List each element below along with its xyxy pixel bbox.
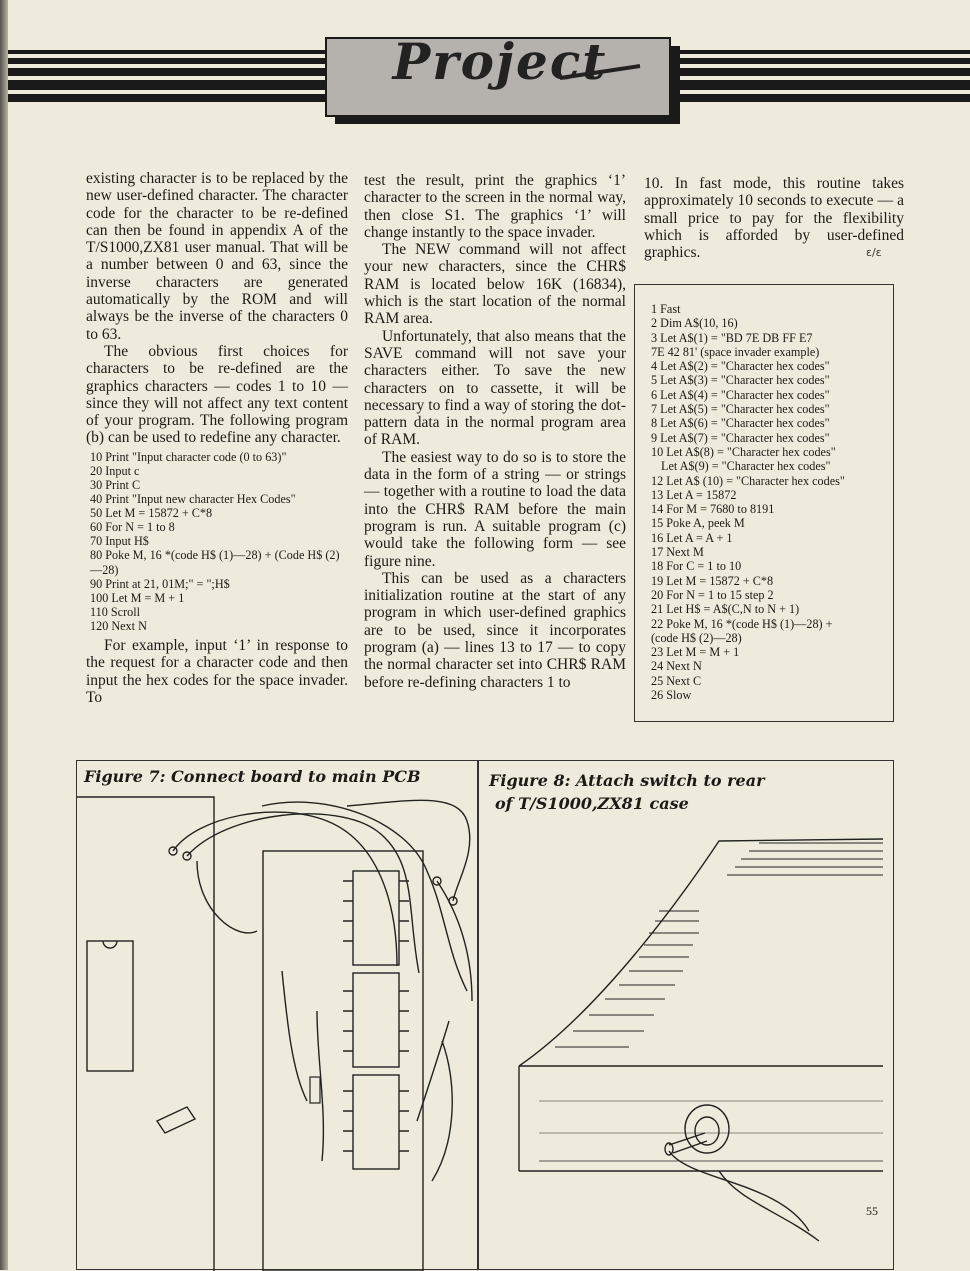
program-c-listing-box: [634, 284, 894, 722]
code-line: 70 Input H$: [90, 534, 149, 549]
figure-8-caption-line-1: Figure 8: Attach switch to rear: [489, 771, 765, 790]
code-line: 90 Print at 21, 01M;" = ";H$: [90, 576, 230, 591]
figure-8: [478, 760, 894, 1270]
code-line: 1 Fast: [651, 302, 681, 316]
page-spine-shadow: [0, 0, 8, 1270]
code-line: 6 Let A$(4) = "Character hex codes": [651, 387, 830, 402]
code-line: 80 Poke M, 16 *(code H$ (1)—28) + (Code H$ (2)—28): [90, 548, 340, 577]
code-line: 3 Let A$(1) = "BD 7E DB FF E7: [651, 330, 813, 345]
figure-7-caption: Figure 7: Connect board to main PCB: [84, 767, 421, 786]
paragraph: Unfortunately, that also means that the SAVE command will not save your characters either. To save the new characters on to cassette, it will be necessary to find a way of storing the dot-pattern data in the normal program area of RAM.: [364, 327, 626, 449]
figure-7: [76, 760, 478, 1270]
code-line: 8 Let A$(6) = "Character hex codes": [651, 416, 830, 431]
code-line: 17 Next M: [651, 545, 704, 560]
program-b-listing: [86, 450, 348, 633]
article-column-1: [86, 170, 348, 706]
code-line: 24 Next N: [651, 659, 702, 674]
code-line: 7 Let A$(5) = "Character hex codes": [651, 402, 830, 417]
paragraph: existing character is to be replaced by the new user-defined character. The character code for the character to be re-defined can then be found in appendix A of the T/S1000,ZX81 user manual. That will be a number between 0 and 63, since the inverse characters are generated automatically by the ROM and will always be the inverse of the characters 0 to 63.: [86, 170, 348, 343]
code-line: Let A$(9) = "Character hex codes": [661, 459, 831, 474]
code-line: 21 Let H$ = A$(C,N to N + 1): [651, 602, 800, 617]
code-line: 19 Let M = 15872 + C*8: [651, 573, 774, 588]
code-line: 20 Input c: [90, 463, 140, 478]
code-line: 50 Let M = 15872 + C*8: [90, 506, 213, 521]
code-line: 4 Let A$(2) = "Character hex codes": [651, 359, 830, 374]
code-line: 10 Print "Input character code (0 to 63)": [90, 449, 287, 464]
figure-7-illustration: [77, 761, 479, 1271]
figure-8-caption-line-2: of T/S1000,ZX81 case: [495, 794, 689, 813]
figure-8-caption: [489, 769, 765, 815]
paragraph: For example, input ‘1’ in response to the request for a character code and then input the hex codes for the space invader. To: [86, 636, 348, 706]
code-line: 30 Print C: [90, 477, 141, 492]
code-line: (code H$ (2)—28): [651, 630, 742, 645]
code-line: 7E 42 81' (space invader example): [651, 344, 820, 359]
code-line: 100 Let M = M + 1: [90, 590, 185, 605]
figure-8-illustration: [479, 761, 895, 1271]
code-line: 22 Poke M, 16 *(code H$ (1)—28) +: [651, 616, 833, 631]
code-line: 120 Next N: [90, 618, 147, 633]
code-line: 14 For M = 7680 to 8191: [651, 502, 775, 517]
paragraph: The obvious first choices for characters to be re-defined are the graphics characters — codes 1 to 10 — since they will not affect any text content of your program. The following program (b) can be used to redefine any character.: [86, 342, 348, 447]
article-column-2: [364, 172, 626, 691]
paragraph: 10. In fast mode, this routine takes approximately 10 seconds to execute — a small price to pay for the flexibility which is afforded by user-defined graphics.: [644, 175, 904, 262]
code-line: 25 Next C: [651, 673, 702, 688]
code-line: 26 Slow: [651, 688, 692, 703]
code-line: 15 Poke A, peek M: [651, 516, 745, 531]
code-line: 16 Let A = A + 1: [651, 530, 733, 545]
code-line: 2 Dim A$(10, 16): [651, 316, 738, 331]
code-line: 18 For C = 1 to 10: [651, 559, 742, 574]
paragraph: The NEW command will not affect your new characters, since the CHR$ RAM is located below 16K (16834), which is the start location of the normal RAM area.: [364, 241, 626, 328]
code-line: 40 Print "Input new character Hex Codes": [90, 492, 296, 507]
code-line: 10 Let A$(8) = "Character hex codes": [651, 444, 836, 459]
code-line: 60 For N = 1 to 8: [90, 520, 175, 535]
code-line: 5 Let A$(3) = "Character hex codes": [651, 373, 830, 388]
program-c-listing: [651, 302, 891, 702]
paragraph: This can be used as a characters initialization routine at the start of any program in which user-defined graphics are to be used, since it incorporates program (a) — lines 13 to 17 — to copy the normal character set into CHR$ RAM before re-defining characters 1 to: [364, 569, 626, 691]
paragraph: test the result, print the graphics ‘1’ character to the screen in the normal way, then close S1. The graphics ‘1’ will change instantly to the space invader.: [364, 172, 626, 241]
code-line: 12 Let A$ (10) = "Character hex codes": [651, 473, 845, 488]
code-line: 9 Let A$(7) = "Character hex codes": [651, 430, 830, 445]
code-line: 20 For N = 1 to 15 step 2: [651, 587, 774, 602]
paragraph: The easiest way to do so is to store the data in the form of a string — or strings — together with a routine to load the data into the CHR$ RAM before the main program is run. A suitable program (c) would take the following form — see figure nine.: [364, 448, 626, 570]
end-of-article-mark: ε/ε: [866, 246, 882, 259]
page-number: 55: [866, 1204, 878, 1218]
section-header-label: Project: [392, 32, 608, 91]
article-column-3: [644, 175, 904, 261]
code-line: 13 Let A = 15872: [651, 487, 737, 502]
code-line: 110 Scroll: [90, 604, 140, 619]
code-line: 23 Let M = M + 1: [651, 645, 740, 660]
